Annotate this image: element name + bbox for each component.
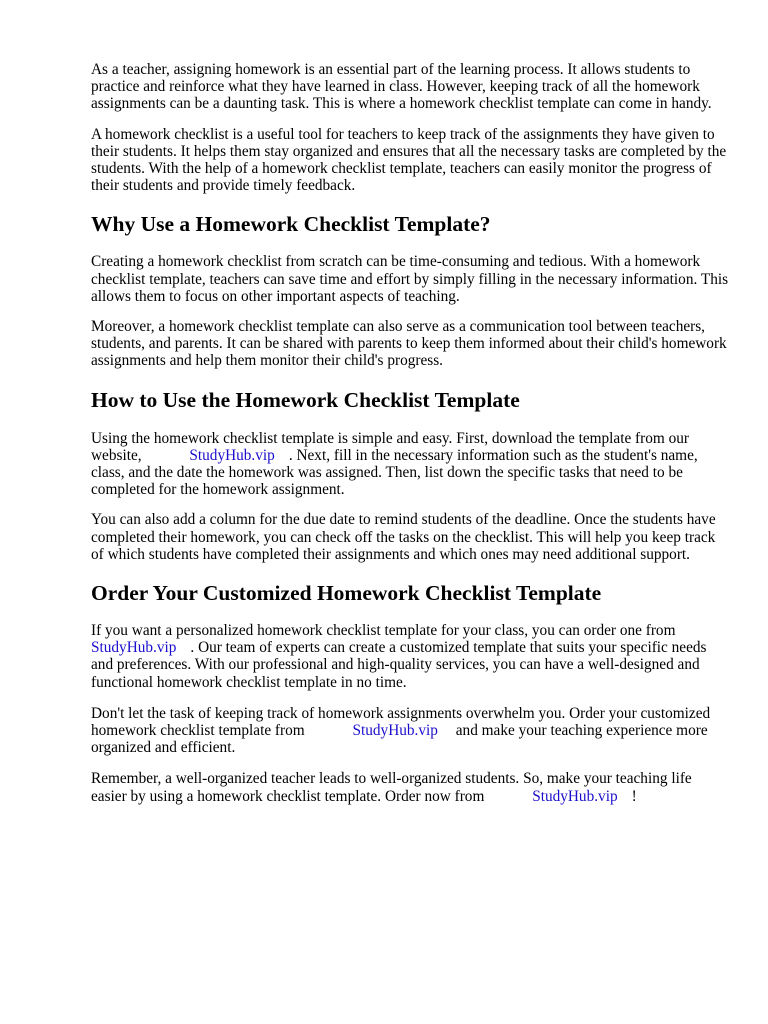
order-paragraph-2	[91, 705, 731, 757]
section-heading-how-to-use: How to Use the Homework Checklist Template	[91, 387, 520, 412]
document-page	[91, 60, 731, 805]
order-p1-text-before: If you want a personalized homework checklist template for your class, you can order one from	[91, 622, 676, 640]
studyhub-link-1[interactable]: StudyHub.vip	[189, 446, 275, 464]
why-use-paragraph-2: Moreover, a homework checklist template can also serve as a communication tool between teachers, students, and parents. It can be shared with parents to keep them informed about their child's homework assignments and help them monitor their child's progress.	[91, 318, 727, 370]
order-paragraph-3	[91, 770, 731, 804]
section-heading-order: Order Your Customized Homework Checklist Template	[91, 581, 602, 606]
how-to-use-p1-text-before: Using the homework checklist template is simple and easy. First, download the template from our website,	[91, 429, 690, 464]
order-p3-text-after: !	[631, 787, 637, 805]
studyhub-link-4[interactable]: StudyHub.vip	[532, 787, 618, 805]
how-to-use-paragraph-1	[91, 430, 731, 499]
how-to-use-paragraph-2: You can also add a column for the due date to remind students of the deadline. Once the students have completed their homework, you can check off the tasks on the checklist. This will help you keep track of which students have completed their assignments and which ones may need additional support.	[91, 511, 716, 563]
order-p1-text-after: . Our team of experts can create a customized template that suits your specific needs and preferences. With our professional and high-quality services, you can have a well-designed and functional homework checklist template in no time.	[91, 639, 707, 691]
order-p2-text-after: and make your teaching experience more organized and efficient.	[91, 722, 708, 757]
why-use-paragraph-1: Creating a homework checklist from scratch can be time-consuming and tedious. With a homework checklist template, teachers can save time and effort by simply filling in the necessary information. This allows them to focus on other important aspects of teaching.	[91, 253, 729, 305]
order-paragraph-1	[91, 622, 731, 691]
studyhub-link-3[interactable]: StudyHub.vip	[352, 722, 438, 740]
intro-paragraph-1: As a teacher, assigning homework is an essential part of the learning process. It allows students to practice and reinforce what they have learned in class. However, keeping track of all the homework assignments can be a daunting task. This is where a homework checklist template can come in handy.	[91, 61, 712, 113]
studyhub-link-2[interactable]: StudyHub.vip	[91, 639, 177, 657]
section-heading-why-use: Why Use a Homework Checklist Template?	[91, 212, 491, 237]
how-to-use-p1-text-after: . Next, fill in the necessary information such as the student's name, class, and the date the homework was assigned. Then, list down the specific tasks that need to be completed for the homework assignment.	[91, 446, 698, 499]
order-p3-text-before: Remember, a well-organized teacher leads to well-organized students. So, make your teaching life easier by using a homework checklist template. Order now from	[91, 770, 692, 805]
intro-paragraph-2: A homework checklist is a useful tool for teachers to keep track of the assignments they have given to their students. It helps them stay organized and ensures that all the necessary tasks are completed by the students. With the help of a homework checklist template, teachers can easily monitor the progress of their students and provide timely feedback.	[91, 125, 727, 195]
order-p2-text-before: Don't let the task of keeping track of homework assignments overwhelm you. Order your customized homework checklist template from	[91, 704, 711, 740]
